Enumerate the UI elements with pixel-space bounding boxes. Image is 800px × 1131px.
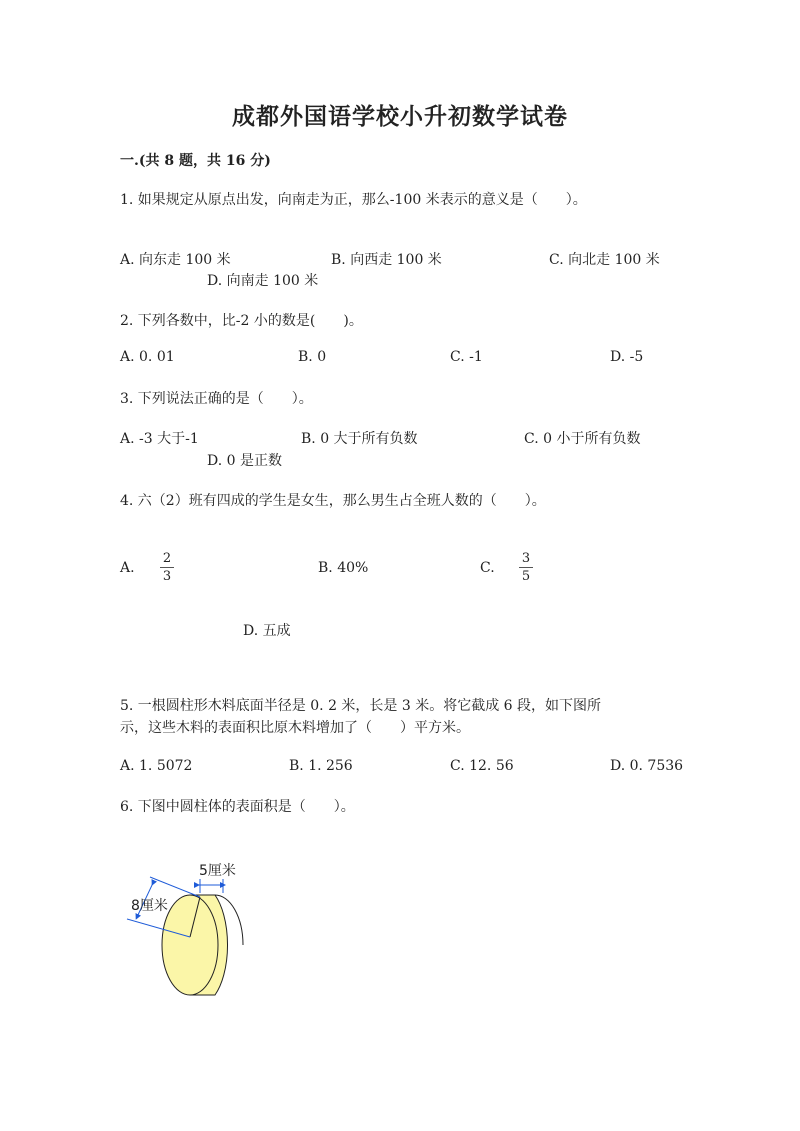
question-4-option-a[interactable]: A. <box>120 560 135 576</box>
question-5-option-b[interactable]: B. 1. 256 <box>289 758 353 774</box>
question-5-option-a[interactable]: A. 1. 5072 <box>120 758 193 774</box>
diameter-label: 8厘米 <box>131 898 168 914</box>
question-3-option-c[interactable]: C. 0 小于所有负数 <box>524 431 641 447</box>
question-1-option-d[interactable]: D. 向南走 100 米 <box>207 273 319 289</box>
question-5-option-d[interactable]: D. 0. 7536 <box>610 758 684 774</box>
question-1-text: 1. 如果规定从原点出发，向南走为正，那么-100 米表示的意义是（ ）。 <box>120 192 587 208</box>
question-3-option-b[interactable]: B. 0 大于所有负数 <box>301 431 418 447</box>
question-3-option-a[interactable]: A. -3 大于-1 <box>120 431 199 447</box>
question-1-option-a[interactable]: A. 向东走 100 米 <box>120 252 231 268</box>
cylinder-front-face <box>162 895 218 995</box>
question-6-text: 6. 下图中圆柱体的表面积是（ ）。 <box>120 799 355 815</box>
question-4-option-c[interactable]: C. <box>480 560 495 576</box>
question-2-option-c[interactable]: C. -1 <box>450 349 483 365</box>
cylinder-diagram <box>115 855 275 1005</box>
diameter-extension-top <box>150 877 200 897</box>
question-5-line-1: 5. 一根圆柱形木料底面半径是 0. 2 米，长是 3 米。将它截成 6 段，如下图所 <box>120 698 602 714</box>
fraction-three-fifths <box>518 551 534 584</box>
fraction-denominator: 5 <box>521 569 531 584</box>
question-5-option-c[interactable]: C. 12. 56 <box>450 758 514 774</box>
fraction-numerator: 2 <box>162 551 172 566</box>
fraction-bar <box>160 567 174 568</box>
question-1-option-c[interactable]: C. 向北走 100 米 <box>549 252 660 268</box>
fraction-two-thirds <box>159 551 175 584</box>
question-5-line-2: 示，这些木料的表面积比原木料增加了（ ）平方米。 <box>120 720 470 736</box>
question-3-text: 3. 下列说法正确的是（ ）。 <box>120 391 313 407</box>
fraction-bar <box>519 567 533 568</box>
question-2-text: 2. 下列各数中，比-2 小的数是( )。 <box>120 313 363 329</box>
question-4-text: 4. 六（2）班有四成的学生是女生，那么男生占全班人数的（ ）。 <box>120 493 546 509</box>
question-3-option-d[interactable]: D. 0 是正数 <box>207 453 282 469</box>
question-1-option-b[interactable]: B. 向西走 100 米 <box>331 252 442 268</box>
question-4-option-d[interactable]: D. 五成 <box>243 623 291 639</box>
fraction-denominator: 3 <box>162 569 172 584</box>
section-heading: 一.(共 8 题，共 16 分) <box>120 153 271 169</box>
fraction-numerator: 3 <box>521 551 531 566</box>
height-label: 5厘米 <box>199 863 236 879</box>
question-4-option-b[interactable]: B. 40% <box>318 560 369 576</box>
question-2-option-d[interactable]: D. -5 <box>610 349 644 365</box>
question-2-option-a[interactable]: A. 0. 01 <box>120 349 175 365</box>
question-2-option-b[interactable]: B. 0 <box>298 349 327 365</box>
page-title: 成都外国语学校小升初数学试卷 <box>232 103 568 130</box>
